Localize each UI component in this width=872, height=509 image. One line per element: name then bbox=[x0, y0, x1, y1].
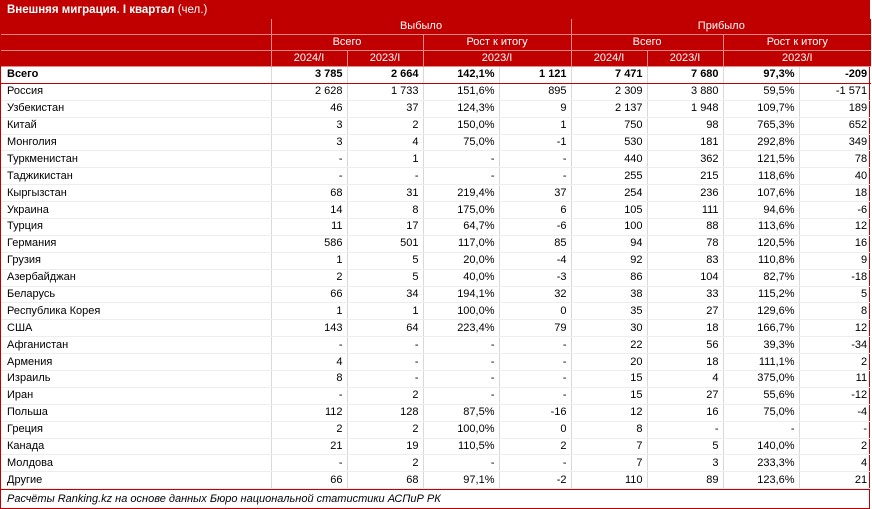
value-cell: 112 bbox=[271, 404, 347, 421]
value-cell: 14 bbox=[271, 202, 347, 219]
value-cell: 236 bbox=[647, 185, 723, 202]
value-cell: 3 bbox=[647, 455, 723, 472]
value-cell: 7 bbox=[571, 438, 647, 455]
value-cell: 85 bbox=[499, 235, 571, 252]
value-cell: 1 bbox=[499, 117, 571, 134]
value-cell: - bbox=[271, 337, 347, 354]
value-cell: 115,2% bbox=[723, 286, 799, 303]
country-cell: Турция bbox=[1, 219, 271, 236]
value-cell: 151,6% bbox=[423, 83, 499, 100]
value-cell: 586 bbox=[271, 235, 347, 252]
value-cell: 5 bbox=[799, 286, 871, 303]
table-row bbox=[1, 134, 871, 151]
country-cell: Республика Корея bbox=[1, 303, 271, 320]
country-cell: Афганистан bbox=[1, 337, 271, 354]
country-cell: Азербайджан bbox=[1, 269, 271, 286]
header-blank bbox=[1, 51, 271, 67]
value-cell: 20,0% bbox=[423, 252, 499, 269]
value-cell: 56 bbox=[647, 337, 723, 354]
value-cell: 92 bbox=[571, 252, 647, 269]
value-cell: - bbox=[423, 387, 499, 404]
value-cell: 12 bbox=[799, 219, 871, 236]
value-cell: - bbox=[499, 168, 571, 185]
table-row bbox=[1, 168, 871, 185]
value-cell: 100,0% bbox=[423, 303, 499, 320]
value-cell: - bbox=[423, 151, 499, 168]
value-cell: 109,7% bbox=[723, 100, 799, 117]
value-cell: 11 bbox=[799, 371, 871, 388]
table-title bbox=[1, 1, 869, 19]
value-cell: 110,8% bbox=[723, 252, 799, 269]
value-cell: -16 bbox=[499, 404, 571, 421]
value-cell: 16 bbox=[647, 404, 723, 421]
value-cell: 7 680 bbox=[647, 67, 723, 84]
value-cell: 68 bbox=[347, 472, 423, 489]
header-departed: Выбыло bbox=[271, 19, 571, 35]
header-departed-growth-period: 2023/I bbox=[423, 51, 571, 67]
value-cell: 143 bbox=[271, 320, 347, 337]
country-cell: Туркменистан bbox=[1, 151, 271, 168]
value-cell: -6 bbox=[799, 202, 871, 219]
country-cell: Таджикистан bbox=[1, 168, 271, 185]
country-cell: Китай bbox=[1, 117, 271, 134]
value-cell: - bbox=[347, 371, 423, 388]
value-cell: 66 bbox=[271, 286, 347, 303]
country-cell: Польша bbox=[1, 404, 271, 421]
value-cell: 501 bbox=[347, 235, 423, 252]
country-cell: Греция bbox=[1, 421, 271, 438]
value-cell: 32 bbox=[499, 286, 571, 303]
header-arrived-2023: 2023/I bbox=[647, 51, 723, 67]
value-cell: 181 bbox=[647, 134, 723, 151]
value-cell: - bbox=[423, 168, 499, 185]
value-cell: 30 bbox=[571, 320, 647, 337]
value-cell: 8 bbox=[271, 371, 347, 388]
value-cell: 2 628 bbox=[271, 83, 347, 100]
value-cell: 38 bbox=[571, 286, 647, 303]
value-cell: 9 bbox=[499, 100, 571, 117]
header-arrived-growth: Рост к итогу bbox=[723, 35, 871, 51]
value-cell: 89 bbox=[647, 472, 723, 489]
value-cell: 59,5% bbox=[723, 83, 799, 100]
value-cell: 37 bbox=[499, 185, 571, 202]
value-cell: 2 bbox=[271, 421, 347, 438]
value-cell: - bbox=[499, 455, 571, 472]
source-note: Расчёты Ranking.kz на основе данных Бюро национальной статистики АСПиР РК bbox=[1, 489, 869, 508]
country-cell: Германия bbox=[1, 235, 271, 252]
country-cell: Армения bbox=[1, 354, 271, 371]
value-cell: 110 bbox=[571, 472, 647, 489]
country-cell: Канада bbox=[1, 438, 271, 455]
table-row bbox=[1, 303, 871, 320]
value-cell: 1 bbox=[347, 303, 423, 320]
value-cell: 16 bbox=[799, 235, 871, 252]
value-cell: 349 bbox=[799, 134, 871, 151]
table-body bbox=[1, 67, 871, 489]
value-cell: 5 bbox=[647, 438, 723, 455]
value-cell: 87,5% bbox=[423, 404, 499, 421]
value-cell: 111,1% bbox=[723, 354, 799, 371]
value-cell: 4 bbox=[799, 455, 871, 472]
value-cell: 66 bbox=[271, 472, 347, 489]
value-cell: 27 bbox=[647, 303, 723, 320]
table-row bbox=[1, 117, 871, 134]
value-cell: - bbox=[347, 337, 423, 354]
value-cell: - bbox=[423, 371, 499, 388]
value-cell: - bbox=[423, 354, 499, 371]
value-cell: 3 bbox=[271, 134, 347, 151]
value-cell: 765,3% bbox=[723, 117, 799, 134]
value-cell: - bbox=[799, 421, 871, 438]
value-cell: 4 bbox=[271, 354, 347, 371]
value-cell: 55,6% bbox=[723, 387, 799, 404]
country-cell: Украина bbox=[1, 202, 271, 219]
table-row bbox=[1, 185, 871, 202]
value-cell: 107,6% bbox=[723, 185, 799, 202]
country-cell: Израиль bbox=[1, 371, 271, 388]
value-cell: 175,0% bbox=[423, 202, 499, 219]
value-cell: 105 bbox=[571, 202, 647, 219]
value-cell: 40,0% bbox=[423, 269, 499, 286]
value-cell: 97,1% bbox=[423, 472, 499, 489]
value-cell: 34 bbox=[347, 286, 423, 303]
value-cell: 21 bbox=[799, 472, 871, 489]
value-cell: 2 bbox=[347, 455, 423, 472]
table-row bbox=[1, 354, 871, 371]
header-departed-growth: Рост к итогу bbox=[423, 35, 571, 51]
value-cell: -1 571 bbox=[799, 83, 871, 100]
table-row bbox=[1, 472, 871, 489]
value-cell: -12 bbox=[799, 387, 871, 404]
value-cell: 530 bbox=[571, 134, 647, 151]
value-cell: - bbox=[271, 387, 347, 404]
table-row bbox=[1, 252, 871, 269]
value-cell: 7 471 bbox=[571, 67, 647, 84]
value-cell: 150,0% bbox=[423, 117, 499, 134]
value-cell: 2 bbox=[499, 438, 571, 455]
value-cell: 118,6% bbox=[723, 168, 799, 185]
value-cell: 223,4% bbox=[423, 320, 499, 337]
table-row bbox=[1, 151, 871, 168]
value-cell: 1 948 bbox=[647, 100, 723, 117]
value-cell: 2 bbox=[347, 117, 423, 134]
value-cell: 292,8% bbox=[723, 134, 799, 151]
migration-table bbox=[1, 19, 871, 489]
country-cell: Узбекистан bbox=[1, 100, 271, 117]
value-cell: 18 bbox=[647, 320, 723, 337]
table-row bbox=[1, 286, 871, 303]
value-cell: 129,6% bbox=[723, 303, 799, 320]
value-cell: -2 bbox=[499, 472, 571, 489]
country-cell: Другие bbox=[1, 472, 271, 489]
value-cell: 39,3% bbox=[723, 337, 799, 354]
table-row bbox=[1, 269, 871, 286]
value-cell: 1 bbox=[271, 303, 347, 320]
value-cell: 18 bbox=[647, 354, 723, 371]
value-cell: 750 bbox=[571, 117, 647, 134]
value-cell: 83 bbox=[647, 252, 723, 269]
value-cell: 64,7% bbox=[423, 219, 499, 236]
header-arrived: Прибыло bbox=[571, 19, 871, 35]
value-cell: 140,0% bbox=[723, 438, 799, 455]
value-cell: - bbox=[423, 337, 499, 354]
header-arrived-total: Всего bbox=[571, 35, 723, 51]
value-cell: 5 bbox=[347, 269, 423, 286]
value-cell: 2 bbox=[347, 387, 423, 404]
value-cell: 2 bbox=[799, 438, 871, 455]
country-cell: Иран bbox=[1, 387, 271, 404]
value-cell: 375,0% bbox=[723, 371, 799, 388]
value-cell: 2 bbox=[799, 354, 871, 371]
value-cell: 8 bbox=[571, 421, 647, 438]
header-row-2 bbox=[1, 35, 871, 51]
value-cell: 123,6% bbox=[723, 472, 799, 489]
value-cell: 40 bbox=[799, 168, 871, 185]
value-cell: 12 bbox=[571, 404, 647, 421]
value-cell: 33 bbox=[647, 286, 723, 303]
value-cell: - bbox=[723, 421, 799, 438]
table-row-total bbox=[1, 67, 871, 84]
value-cell: - bbox=[499, 371, 571, 388]
value-cell: 233,3% bbox=[723, 455, 799, 472]
value-cell: -1 bbox=[499, 134, 571, 151]
table-row bbox=[1, 202, 871, 219]
table-row bbox=[1, 387, 871, 404]
value-cell: 64 bbox=[347, 320, 423, 337]
value-cell: 15 bbox=[571, 371, 647, 388]
value-cell: 4 bbox=[647, 371, 723, 388]
value-cell: 652 bbox=[799, 117, 871, 134]
value-cell: 2 309 bbox=[571, 83, 647, 100]
value-cell: 2 664 bbox=[347, 67, 423, 84]
value-cell: 113,6% bbox=[723, 219, 799, 236]
table-row bbox=[1, 100, 871, 117]
country-cell: Кыргызстан bbox=[1, 185, 271, 202]
value-cell: 7 bbox=[571, 455, 647, 472]
value-cell: 75,0% bbox=[423, 134, 499, 151]
value-cell: 27 bbox=[647, 387, 723, 404]
table-row bbox=[1, 455, 871, 472]
country-cell: Всего bbox=[1, 67, 271, 84]
table-row bbox=[1, 235, 871, 252]
value-cell: 19 bbox=[347, 438, 423, 455]
value-cell: 22 bbox=[571, 337, 647, 354]
value-cell: 100,0% bbox=[423, 421, 499, 438]
title-unit: (чел.) bbox=[177, 4, 208, 16]
value-cell: 97,3% bbox=[723, 67, 799, 84]
value-cell: 37 bbox=[347, 100, 423, 117]
value-cell: - bbox=[423, 455, 499, 472]
value-cell: 215 bbox=[647, 168, 723, 185]
value-cell: - bbox=[499, 387, 571, 404]
value-cell: 2 137 bbox=[571, 100, 647, 117]
header-blank bbox=[1, 35, 271, 51]
value-cell: 120,5% bbox=[723, 235, 799, 252]
country-cell: Беларусь bbox=[1, 286, 271, 303]
value-cell: 104 bbox=[647, 269, 723, 286]
value-cell: 35 bbox=[571, 303, 647, 320]
value-cell: 110,5% bbox=[423, 438, 499, 455]
value-cell: 6 bbox=[499, 202, 571, 219]
value-cell: 128 bbox=[347, 404, 423, 421]
value-cell: 255 bbox=[571, 168, 647, 185]
value-cell: 440 bbox=[571, 151, 647, 168]
value-cell: 1 bbox=[347, 151, 423, 168]
value-cell: 166,7% bbox=[723, 320, 799, 337]
value-cell: 15 bbox=[571, 387, 647, 404]
country-cell: США bbox=[1, 320, 271, 337]
value-cell: 46 bbox=[271, 100, 347, 117]
table-row bbox=[1, 404, 871, 421]
header-departed-total: Всего bbox=[271, 35, 423, 51]
country-cell: Грузия bbox=[1, 252, 271, 269]
value-cell: -18 bbox=[799, 269, 871, 286]
value-cell: 142,1% bbox=[423, 67, 499, 84]
value-cell: 75,0% bbox=[723, 404, 799, 421]
table-row bbox=[1, 219, 871, 236]
value-cell: 124,3% bbox=[423, 100, 499, 117]
header-arrived-growth-period: 2023/I bbox=[723, 51, 871, 67]
value-cell: 0 bbox=[499, 303, 571, 320]
value-cell: 362 bbox=[647, 151, 723, 168]
value-cell: 219,4% bbox=[423, 185, 499, 202]
value-cell: 78 bbox=[647, 235, 723, 252]
value-cell: 8 bbox=[799, 303, 871, 320]
table-row bbox=[1, 337, 871, 354]
value-cell: - bbox=[271, 455, 347, 472]
table-row bbox=[1, 320, 871, 337]
value-cell: 9 bbox=[799, 252, 871, 269]
value-cell: 98 bbox=[647, 117, 723, 134]
value-cell: 3 880 bbox=[647, 83, 723, 100]
value-cell: 88 bbox=[647, 219, 723, 236]
value-cell: -4 bbox=[499, 252, 571, 269]
value-cell: - bbox=[647, 421, 723, 438]
header-departed-2024: 2024/I bbox=[271, 51, 347, 67]
value-cell: 100 bbox=[571, 219, 647, 236]
table-row bbox=[1, 371, 871, 388]
value-cell: 194,1% bbox=[423, 286, 499, 303]
value-cell: 12 bbox=[799, 320, 871, 337]
value-cell: 121,5% bbox=[723, 151, 799, 168]
value-cell: -6 bbox=[499, 219, 571, 236]
value-cell: 1 bbox=[271, 252, 347, 269]
table-row bbox=[1, 421, 871, 438]
value-cell: - bbox=[271, 151, 347, 168]
value-cell: - bbox=[271, 168, 347, 185]
value-cell: 117,0% bbox=[423, 235, 499, 252]
header-row-3 bbox=[1, 51, 871, 67]
value-cell: 79 bbox=[499, 320, 571, 337]
value-cell: 94,6% bbox=[723, 202, 799, 219]
value-cell: 1 121 bbox=[499, 67, 571, 84]
value-cell: 68 bbox=[271, 185, 347, 202]
value-cell: -34 bbox=[799, 337, 871, 354]
value-cell: 94 bbox=[571, 235, 647, 252]
country-cell: Монголия bbox=[1, 134, 271, 151]
value-cell: 5 bbox=[347, 252, 423, 269]
value-cell: - bbox=[347, 354, 423, 371]
value-cell: 31 bbox=[347, 185, 423, 202]
table-row bbox=[1, 438, 871, 455]
value-cell: - bbox=[499, 337, 571, 354]
header-departed-2023: 2023/I bbox=[347, 51, 423, 67]
table-row bbox=[1, 83, 871, 100]
title-main: Внешняя миграция. I квартал bbox=[7, 4, 175, 16]
value-cell: 20 bbox=[571, 354, 647, 371]
value-cell: 0 bbox=[499, 421, 571, 438]
header-arrived-2024: 2024/I bbox=[571, 51, 647, 67]
value-cell: 111 bbox=[647, 202, 723, 219]
value-cell: 8 bbox=[347, 202, 423, 219]
value-cell: 78 bbox=[799, 151, 871, 168]
value-cell: 895 bbox=[499, 83, 571, 100]
value-cell: 4 bbox=[347, 134, 423, 151]
value-cell: 2 bbox=[271, 269, 347, 286]
value-cell: 3 785 bbox=[271, 67, 347, 84]
value-cell: 82,7% bbox=[723, 269, 799, 286]
value-cell: 18 bbox=[799, 185, 871, 202]
value-cell: -4 bbox=[799, 404, 871, 421]
value-cell: 254 bbox=[571, 185, 647, 202]
value-cell: - bbox=[499, 354, 571, 371]
value-cell: 189 bbox=[799, 100, 871, 117]
value-cell: 3 bbox=[271, 117, 347, 134]
value-cell: -209 bbox=[799, 67, 871, 84]
value-cell: -3 bbox=[499, 269, 571, 286]
header-blank bbox=[1, 19, 271, 35]
country-cell: Россия bbox=[1, 83, 271, 100]
value-cell: - bbox=[347, 168, 423, 185]
value-cell: 86 bbox=[571, 269, 647, 286]
header-row-1 bbox=[1, 19, 871, 35]
value-cell: - bbox=[499, 151, 571, 168]
country-cell: Молдова bbox=[1, 455, 271, 472]
value-cell: 2 bbox=[347, 421, 423, 438]
value-cell: 1 733 bbox=[347, 83, 423, 100]
value-cell: 21 bbox=[271, 438, 347, 455]
value-cell: 11 bbox=[271, 219, 347, 236]
value-cell: 17 bbox=[347, 219, 423, 236]
